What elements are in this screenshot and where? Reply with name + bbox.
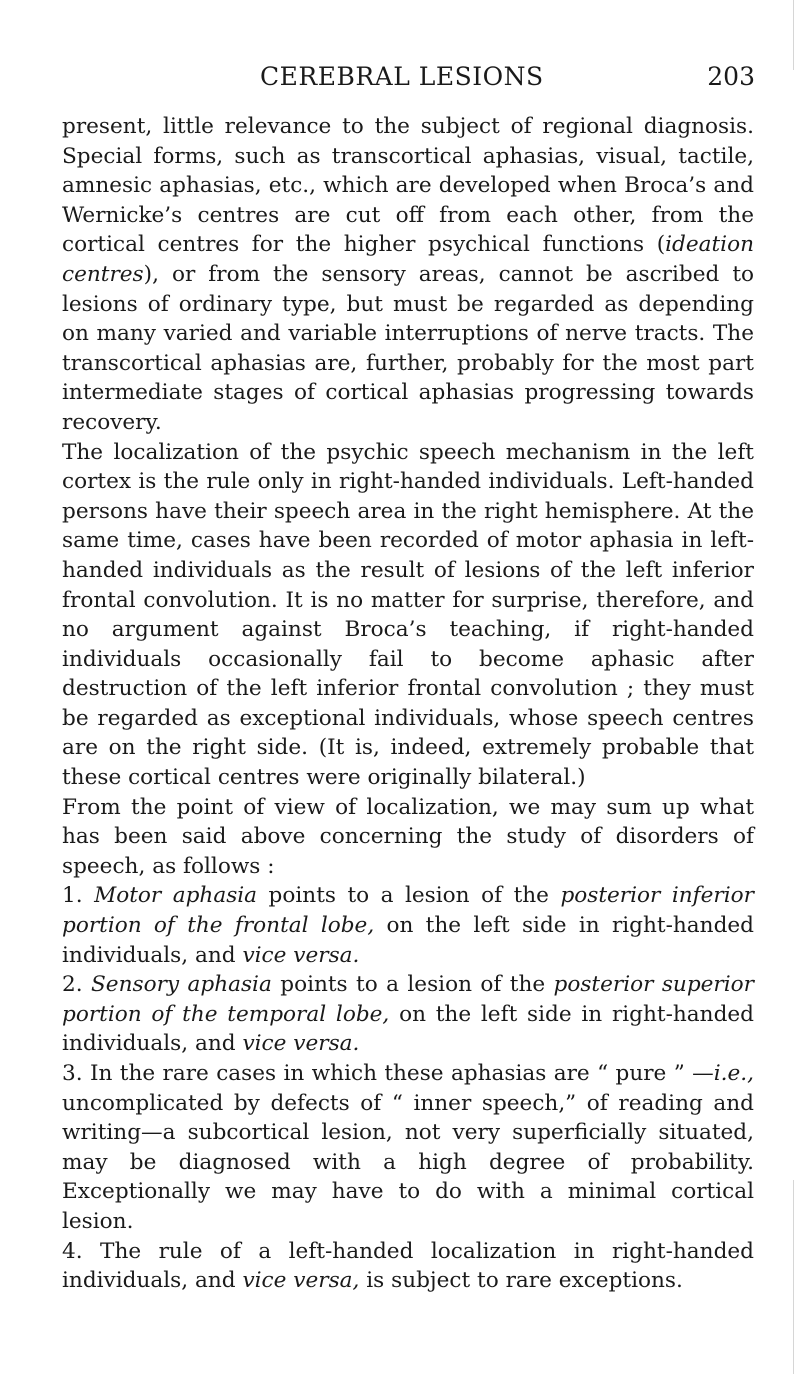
list-item: [62, 1237, 754, 1296]
text-run: points to a lesion of the: [257, 883, 561, 909]
italic-term: vice versa.: [242, 942, 360, 968]
text-run: points to a lesion of the: [271, 972, 554, 998]
italic-term: posterior inferior portion of the frontal lobe,: [62, 883, 754, 939]
italic-term: i.e.,: [713, 1061, 754, 1086]
text-run: uncomplicated by defects of “ inner speech,” of reading and writing—a subcortical lesion, not very superficially situated, may be diagnosed with a high degree of probability. Exceptionally we may have to do with a minimal cortical lesion.: [62, 1090, 754, 1234]
body-text: [62, 112, 754, 1296]
paragraph: [62, 438, 754, 793]
italic-term: vice versa.: [242, 1031, 360, 1057]
italic-term: Sensory aphasia: [91, 972, 272, 998]
italic-term: Motor aphasia: [94, 883, 258, 909]
item-number: 1.: [62, 883, 83, 909]
page-number: 203: [707, 62, 755, 91]
running-header: [130, 62, 755, 96]
text-run: In the rare cases in which these aphasias are “ pure ” —: [82, 1061, 714, 1086]
running-title: CEREBRAL LESIONS: [260, 62, 544, 91]
margin-line: [793, 0, 794, 70]
list-item: [62, 1059, 754, 1237]
text-run: is subject to rare exceptions.: [359, 1268, 683, 1294]
text-run: ), or from the sensory areas, cannot be ascribed to lesions of ordinary type, but must be regarded as depending on many varied and variable interruptions of nerve tracts. The transcortical aphasias are, further, probably for the most part intermediate stages of cortical aphasias progressing towards recovery.: [62, 261, 754, 435]
item-number: 3.: [62, 1061, 83, 1086]
text-run: on the left side in right-handed individuals, and: [62, 913, 754, 968]
italic-term: ideation centres: [62, 232, 754, 287]
list-item: [62, 881, 754, 970]
paragraph: [62, 112, 754, 438]
text-run: From the point of view of localization, we may sum up what has been said above concerning the study of disorders of speech, as follows :: [62, 794, 754, 879]
paragraph: [62, 793, 754, 882]
italic-term: posterior superior portion of the temporal lobe,: [62, 972, 754, 1027]
italic-term: vice versa,: [242, 1268, 360, 1294]
text-run: on the left side in right-handed individuals, and: [62, 1001, 755, 1057]
margin-line: [793, 1180, 794, 1374]
item-number: 4.: [62, 1238, 83, 1264]
text-run: The rule of a left-handed localization in right-handed individuals, and: [62, 1238, 754, 1294]
text-run: The localization of the psychic speech mechanism in the left cortex is the rule only in right-handed individuals. Left-handed persons have their speech area in the right hemisphere. At the same time, cases have been recorded of motor aphasia in left-handed individuals as the result of lesions of the left inferior frontal convolution. It is no matter for surprise, therefore, and no argument against Broca’s teaching, if right-handed individuals occasionally fail to become aphasic after destruction of the left inferior frontal convolution ; they must be regarded as exceptional individuals, whose speech centres are on the right side. (It is, indeed, extremely probable that these cortical centres were originally bilateral.): [62, 439, 754, 791]
item-number: 2.: [62, 972, 83, 998]
list-item: [62, 970, 754, 1059]
text-run: present, little relevance to the subject of regional diagnosis. Special forms, such as transcortical aphasias, visual, tactile, amnesic aphasias, etc., which are developed when Broca’s and Wernicke’s centres are cut off from each other, from the cortical centres for the higher psychical functions (: [62, 114, 754, 258]
